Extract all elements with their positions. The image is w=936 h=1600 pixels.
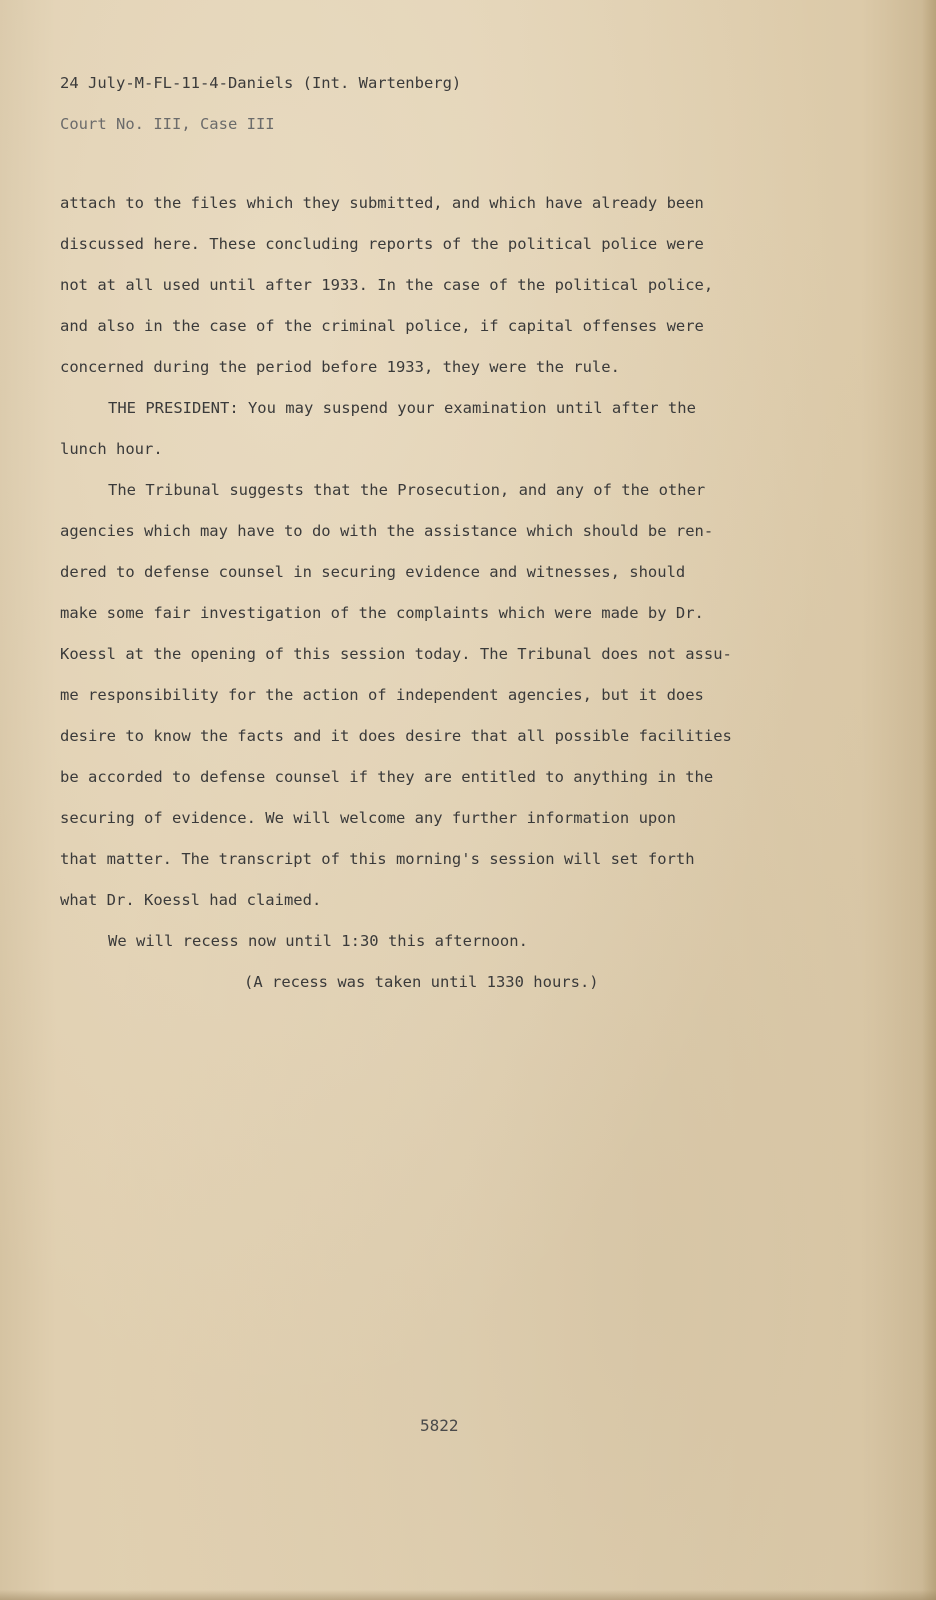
page-edge-shadow-bottom [0, 1590, 936, 1600]
text-line: dered to defense counsel in securing evidence and witnesses, should [60, 563, 686, 581]
text-line: that matter. The transcript of this morning's session will set forth [60, 850, 695, 868]
text-line: lunch hour. [60, 440, 163, 458]
page-edge-shadow-right [922, 0, 936, 1600]
text-line: me responsibility for the action of independent agencies, but it does [60, 686, 704, 704]
text-line: securing of evidence. We will welcome any further information upon [60, 809, 676, 827]
text-line: concerned during the period before 1933, they were the rule. [60, 358, 620, 376]
text-line: agencies which may have to do with the assistance which should be ren- [60, 522, 714, 540]
text-line: attach to the files which they submitted, and which have already been [60, 194, 704, 212]
text-line: discussed here. These concluding reports of the political police were [60, 235, 704, 253]
text-line: make some fair investigation of the complaints which were made by Dr. [60, 604, 704, 622]
text-line: We will recess now until 1:30 this afternoon. [108, 932, 528, 950]
text-line: The Tribunal suggests that the Prosecution, and any of the other [108, 481, 706, 499]
text-line: Koessl at the opening of this session today. The Tribunal does not assu- [60, 645, 732, 663]
page-number: 5822 [420, 1416, 459, 1435]
text-line: (A recess was taken until 1330 hours.) [244, 973, 599, 991]
text-line: desire to know the facts and it does desire that all possible facilities [60, 727, 732, 745]
text-line: THE PRESIDENT: You may suspend your examination until after the [108, 399, 696, 417]
text-line: and also in the case of the criminal police, if capital offenses were [60, 317, 704, 335]
court-case-line: Court No. III, Case III [60, 115, 275, 133]
text-line: be accorded to defense counsel if they are entitled to anything in the [60, 768, 714, 786]
document-reference: 24 July-M-FL-11-4-Daniels (Int. Wartenberg) [60, 74, 462, 92]
text-line: not at all used until after 1933. In the case of the political police, [60, 276, 714, 294]
text-line: what Dr. Koessl had claimed. [60, 891, 322, 909]
